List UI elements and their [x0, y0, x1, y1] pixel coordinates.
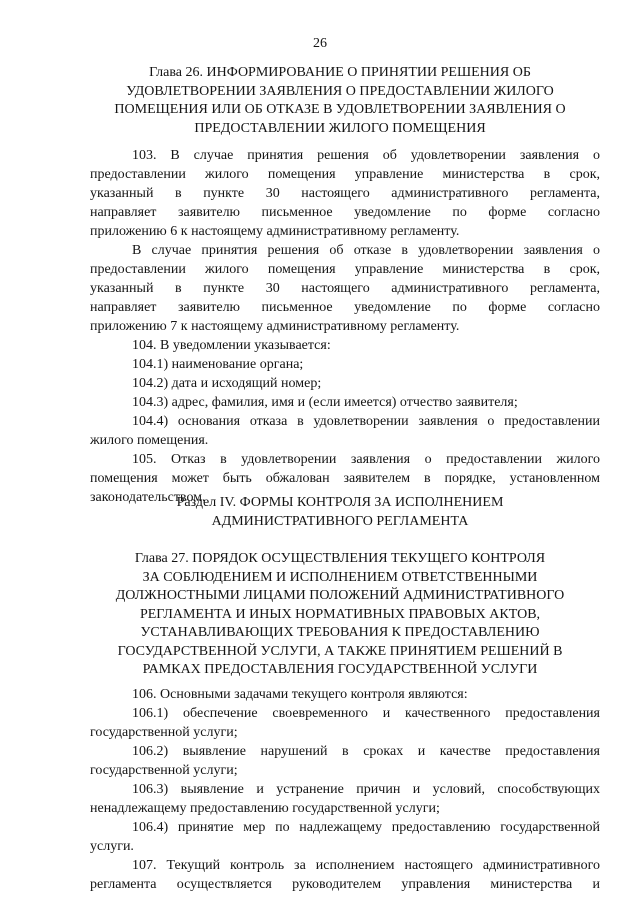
paragraph [90, 412, 600, 450]
chapter-26-heading [80, 64, 600, 138]
text-line: 106.2) выявление нарушений в сроках и качестве предоставления [132, 744, 600, 759]
paragraph [90, 704, 600, 742]
text-line: 104.1) наименование органа; [132, 357, 304, 372]
text-line: ненадлежащему предоставлению государственной услуги; [90, 801, 440, 816]
paragraph [90, 780, 600, 818]
paragraph [90, 818, 600, 856]
chapter-27-heading [80, 550, 600, 680]
page-number: 26 [313, 36, 327, 51]
text-line: предоставлении жилого помещения управление министерства в срок, [90, 167, 600, 182]
heading-line: ДОЛЖНОСТНЫМИ ЛИЦАМИ ПОЛОЖЕНИЙ АДМИНИСТРАТИВНОГО [115, 588, 565, 603]
text-line: 104. В уведомлении указывается: [132, 338, 331, 353]
text-line: законодательством. [90, 490, 206, 505]
paragraph [90, 685, 600, 704]
paragraph [90, 742, 600, 780]
text-line: приложению 7 к настоящему административному регламенту. [90, 319, 460, 334]
paragraph [90, 393, 600, 412]
text-line: приложению 6 к настоящему административному регламенту. [90, 224, 460, 239]
heading-line: ЗА СОБЛЮДЕНИЕМ И ИСПОЛНЕНИЕМ ОТВЕТСТВЕННЫМИ [142, 569, 538, 585]
text-line: жилого помещения. [90, 433, 209, 448]
text-line: 106. Основными задачами текущего контроля являются: [132, 687, 468, 702]
section-4-heading [80, 494, 600, 531]
text-line: направляет заявителю письменное уведомление по форме согласно [90, 300, 600, 315]
text-line: 103. В случае принятия решения об удовлетворении заявления о [132, 148, 600, 163]
text-line: 106.1) обеспечение своевременного и качественного предоставления [132, 706, 600, 721]
text-line: регламента осуществляется руководителем управления министерства и [90, 877, 600, 892]
text-line: 107. Текущий контроль за исполнением настоящего административного [132, 858, 600, 873]
paragraph [90, 336, 600, 355]
body-text-block-2 [90, 685, 600, 894]
text-line: 106.3) выявление и устранение причин и условий, способствующих [132, 782, 600, 797]
text-line: В случае принятия решения об отказе в удовлетворении заявления о [132, 243, 600, 258]
text-line: 105. Отказ в удовлетворении заявления о предоставлении жилого [132, 452, 600, 467]
text-line: предоставлении жилого помещения управление министерства в срок, [90, 262, 600, 277]
paragraph [90, 856, 600, 894]
heading-line: УДОВЛЕТВОРЕНИИ ЗАЯВЛЕНИЯ О ПРЕДОСТАВЛЕНИИ ЖИЛОГО [126, 83, 554, 99]
paragraph [90, 146, 600, 241]
text-line: услуги. [90, 839, 134, 854]
text-line: указанный в пункте 30 настоящего административного регламента, [90, 186, 600, 201]
text-line: государственной услуги; [90, 725, 238, 740]
heading-line: Глава 26. ИНФОРМИРОВАНИЕ О ПРИНЯТИИ РЕШЕНИЯ ОБ [149, 65, 531, 80]
heading-line: РАМКАХ ПРЕДОСТАВЛЕНИЯ ГОСУДАРСТВЕННОЙ УСЛУГИ [142, 662, 538, 677]
heading-line: Раздел IV. ФОРМЫ КОНТРОЛЯ ЗА ИСПОЛНЕНИЕМ [176, 495, 504, 510]
paragraph [90, 241, 600, 336]
heading-line: ПРЕДОСТАВЛЕНИИ ЖИЛОГО ПОМЕЩЕНИЯ [194, 120, 486, 136]
text-line: 104.4) основания отказа в удовлетворении заявления о предоставлении [132, 414, 600, 429]
text-line: помещения может быть обжалован заявителем в порядке, установленном [90, 471, 600, 486]
heading-line: ГОСУДАРСТВЕННОЙ УСЛУГИ, А ТАКЖЕ ПРИНЯТИЕМ РЕШЕНИЙ В [117, 643, 563, 659]
paragraph [90, 374, 600, 393]
heading-line: АДМИНИСТРАТИВНОГО РЕГЛАМЕНТА [211, 513, 469, 529]
heading-line: УСТАНАВЛИВАЮЩИХ ТРЕБОВАНИЯ К ПРЕДОСТАВЛЕНИЮ [140, 625, 540, 640]
text-line: 104.3) адрес, фамилия, имя и (если имеется) отчество заявителя; [132, 395, 518, 410]
text-line: указанный в пункте 30 настоящего административного регламента, [90, 281, 600, 296]
heading-line: ПОМЕЩЕНИЯ ИЛИ ОБ ОТКАЗЕ В УДОВЛЕТВОРЕНИИ ЗАЯВЛЕНИЯ О [114, 102, 566, 117]
text-line: государственной услуги; [90, 763, 238, 778]
text-line: 104.2) дата и исходящий номер; [132, 376, 322, 391]
text-line: 106.4) принятие мер по надлежащему предоставлению государственной [132, 820, 600, 835]
paragraph [90, 355, 600, 374]
heading-line: Глава 27. ПОРЯДОК ОСУЩЕСТВЛЕНИЯ ТЕКУЩЕГО КОНТРОЛЯ [134, 551, 546, 566]
heading-line: РЕГЛАМЕНТА И ИНЫХ НОРМАТИВНЫХ ПРАВОВЫХ АКТОВ, [139, 606, 541, 622]
body-text-block-1 [90, 146, 600, 507]
text-line: направляет заявителю письменное уведомление по форме согласно [90, 205, 600, 220]
